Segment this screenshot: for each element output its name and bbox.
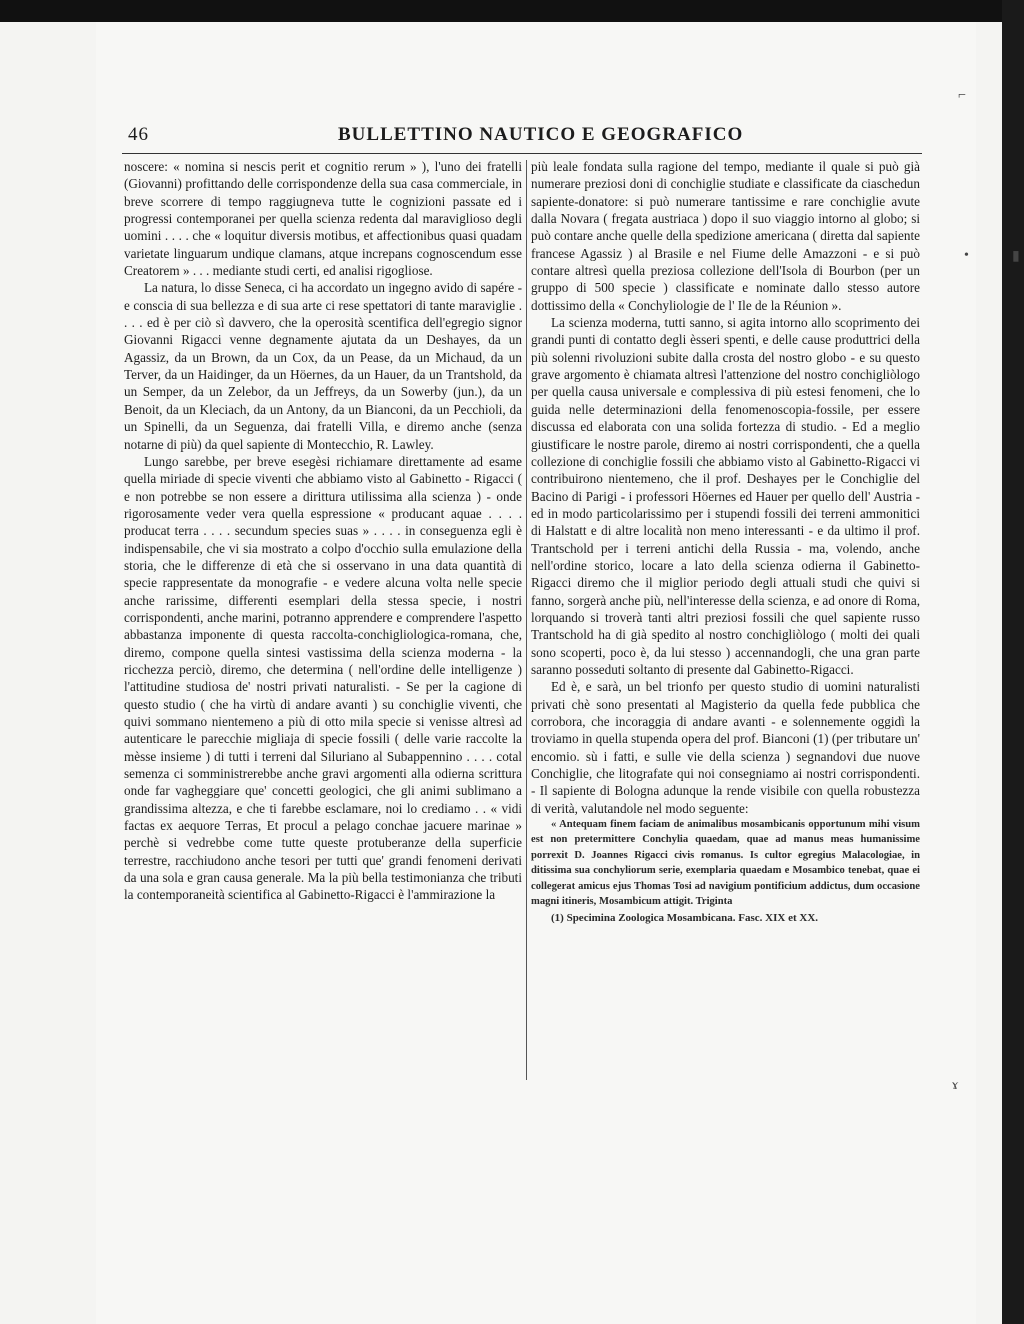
- paragraph: noscere: « nomina si nescis perit et cognitio rerum » ), l'uno dei fratelli (Giovanni) profittando delle corrispondenze della sua casa commerciale, in breve scorrere di tempo raggiugneva tutte le cognizioni passate ed i progressi contemporanei per quella scienza redenta dal maraviglioso degli uomini . . . . che « loquitur diversis motibus, et affectionibus quasi quadam varietate linguarum undique clamans, atque increpans cognoscendum esse Creatorem » . . . mediante studi certi, ed analisi rigogliose.: [124, 159, 522, 279]
- column-divider: [526, 160, 527, 1080]
- header-rule: [122, 153, 922, 154]
- footnote: (1) Specimina Zoologica Mosambicana. Fasc. XIX et XX.: [551, 911, 819, 924]
- right-column: [531, 158, 920, 927]
- scan-speck: •: [964, 248, 969, 263]
- latin-quotation: « Antequam finem faciam de animalibus mosambicanis opportunum mihi visum est non pretermittere Conchylia quaedam, quae ad manus meas humanissime porrexit D. Joannes Rigacci civis romanus. Is cultor egregius Malacologiae, in ditissima sua conchyliorum serie, exemplaria quaedam e Mosambico tenebat, quae ei collegerat amicus ejus Thomas Tosi ad navigium pontificium addictus, dum occasione magni itineris, Mosambicum attigit. Triginta: [531, 819, 920, 908]
- paragraph: La natura, lo disse Seneca, ci ha accordato un ingegno avido di sapére - e conscia di sua bellezza e di sua arte ci rese spettatori di tante maraviglie . . . . ed è per ciò sì davvero, che la operosità scentifica dell'egregio signor Giovanni Rigacci venne degnamente ajutata da un Deshayes, da un Agassiz, da un Brown, da un Cox, da un Pease, da un Michaud, da un Terver, da un Haidinger, da un Höernes, da un Hauer, da un Trantshold, da un Semper, da un Zelebor, da un Jeffreys, da un Sowerby (jun.), da un Benoit, da un Kleciach, da un Antony, da un Bianconi, da un Pecchioli, da un Spinelli, da un Seguenza, dai fratelli Villa, e diremo anche (senza notarne di più) da quel sapiente di Montecchio, R. Lawley.: [124, 280, 522, 452]
- scan-speck: ▮: [1012, 249, 1020, 264]
- scan-border-right: [1002, 0, 1024, 1324]
- running-title: BULLETTINO NAUTICO E GEOGRAFICO: [338, 124, 744, 145]
- paragraph: più leale fondata sulla ragione del tempo, mediante il quale si può già numerare preziosi doni di conchiglie studiate e classificate da ciaschedun sapiente-donatore: si può numerare tantissime e rare conchiglie avute dalla Novara ( fregata austriaca ) dopo il suo viaggio intorno al globo; si può contare anche quelle della spedizione americana ( diretta dal sapiente francese Agassiz ) al Brasile e nel Fiume delle Amazzoni - e si può contare altresì quella preziosa collezione dell'Isola di Bourbon (per un gruppo di 500 specie ) classificate e nominate dallo stesso autore dottissimo della « Conchyliologie de l' Ile de la Réunion ».: [531, 159, 920, 313]
- left-column: [124, 158, 522, 904]
- scan-border-top: [0, 0, 1024, 22]
- scan-speck: ɤ: [952, 1078, 959, 1093]
- scan-speck: ⌐: [958, 88, 966, 103]
- paragraph: La scienza moderna, tutti sanno, si agita intorno allo scoprimento dei grandi punti di contatto degli èsseri spenti, e delle cause produttrici della più solenni rivoluzioni subite dalla crosta del nostro globo - e su questo grave argomento è chiamata altresì l'attenzione del nostro conchigliòlogo per quella causa universale e complessiva di più estesi fenomeni, che lo guida nelle determinazioni della fenomenoscopia-fossile, per essere discussa ed elaborata con una solida fortezza di studio. - Ed a meglio giustificare le nostre parole, diremo ai nostri corrispondenti, che a quella collezione di conchiglie fossili che abbiamo visto al Gabinetto-Rigacci vi contribuirono nientemeno, che il prof. Deshayes per le Conchiglie del Bacino di Parigi - i professori Höernes ed Hauer per quello dell' Austria - ed in modo particolarissimo per i stupendi fossili dei terreni ammonitici di Halstatt e di altre località non meno interessanti - e da ultimo il prof. Trantschold per i terreni antichi della Russia - ma, volendo, anche nell'ordine storico, locare a lato della scienza odierna il Gabinetto-Rigacci diremo che il miglior periodo degli attuali studi che quivi si fanno, sorgerà anche più, nell'interesse della scienza, e ad onore di Roma, lorquando si troverà tanti altri preziosi fossili che quel sapiente russo Trantschold ha di già spedito al nostro conchigliòlogo ( molti dei quali sono scoperti, poco è, da lui stesso ) accennandogli, che una gran parte saranno posseduti soltanto di presente dal Gabinetto-Rigacci.: [531, 315, 920, 677]
- paragraph: Lungo sarebbe, per breve esegèsi richiamare direttamente ad esame quella miriade di specie viventi che abbiamo visto al Gabinetto - Rigacci ( e non potrebbe se non essere a dirittura utilissima alla scienza ) - onde rigorosamente veder vera quella espressione « producant aquae . . . . producat terra . . . . secundum species suas » . . . . in conseguenza egli è indispensabile, che vi sia mostrato a colpo d'occhio sulla emulazione della storia, che le differenze di età che si osservano in una data quantità di specie rappresentate da monografie - e vedere alcuna volta nelle specie anche rarissime, differenti esemplari della stessa specie, i nostri corrispondenti, anche marini, potranno apprendere e comprendere l'aspetto abbastanza imponente di questa raccolta-conchigliologica-romana, che, diremo, compone quella sintesi vastissima della scienza moderna - la ricchezza perciò, diremo, che determina ( nell'ordine delle intelligenze ) l'attitudine studiosa de' nostri privati naturalisti. - Se per la cagione di questo studio ( che ha virtù di andare avanti ) su conchiglie viventi, che quivi sommano nientemeno a più di otto mila specie si venisse altresì ad autenticare le parecchie migliaja di specie fossili ( delle varie raccolte la mèsse insieme ) di tutti i terreni dal Siluriano al Subappennino . . . . cotal semenza ci somministrerebbe anche gravi argomenti alla odierna scrittura onde far vagheggiare que' concetti geologici, che gli animi sublimano a grandissima altezza, e che ti farebbe esclamare, noi lo crediamo . . « vidi factas ex aequore Terras, Et procul a pelago conchae jacuere marinae » perchè si vedrebbe come tutte queste protuberanze della superficie terrestre, racchiudono anche tesori per tutti que' grandi fenomeni derivati da una sola e gran causa generale. Ma la più bella testimonianza che tributi la contemporaneità scientifica al Gabinetto-Rigacci è l'ammirazione la: [124, 453, 522, 903]
- page-header: [118, 120, 918, 150]
- page-number: 46: [128, 124, 149, 145]
- paragraph: Ed è, e sarà, un bel trionfo per questo studio di uomini naturalisti privati chè sono presentati al Magisterio da quella fede pubblica che corrobora, che incoraggia di andare avanti - e solennemente oggidì la troviamo in quella stupenda opera del prof. Bianconi (1) (per tributare un' encomio. sù i fatti, e sulle vie della scienza ) segnandovi due nuove Conchiglie, che litografate qui noi consegniamo ai nostri corrispondenti. - Il sapiente di Bologna adunque la rende visibile con quella robustezza di verità, valutandole nel modo seguente:: [531, 679, 920, 816]
